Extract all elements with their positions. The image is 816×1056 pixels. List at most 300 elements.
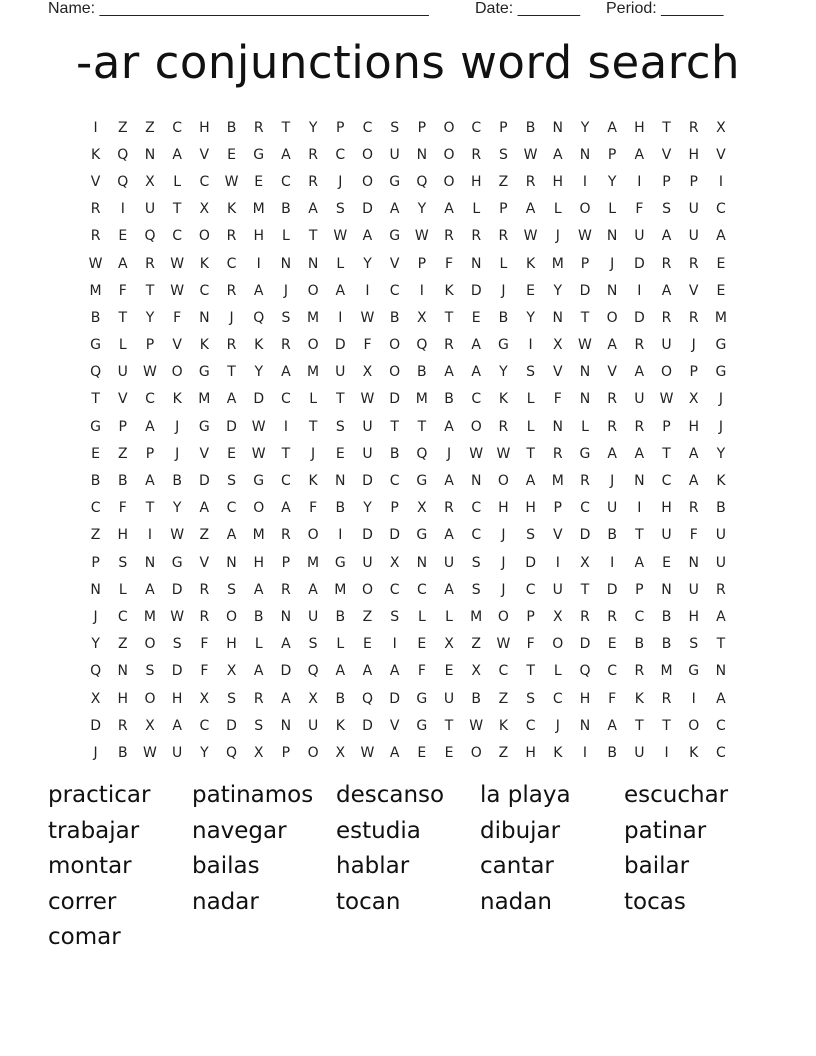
grid-letter: F: [200, 663, 209, 680]
grid-letter: H: [525, 500, 536, 517]
grid-letter: W: [659, 391, 674, 408]
grid-letter: A: [362, 228, 373, 245]
grid-letter: R: [498, 228, 509, 245]
grid-letter: C: [716, 717, 726, 734]
grid-letter: A: [226, 391, 237, 408]
grid-letter: X: [253, 744, 264, 761]
grid-letter: A: [281, 146, 291, 163]
grid-letter: F: [608, 690, 617, 707]
grid-letter: W: [469, 445, 484, 462]
grid-letter: Z: [471, 636, 482, 653]
grid-letter: I: [610, 554, 615, 571]
grid-letter: W: [469, 717, 484, 734]
grid-letter: M: [198, 391, 211, 408]
grid-letter: Y: [363, 255, 372, 272]
grid-letter: J: [175, 445, 180, 462]
grid-letter: L: [553, 663, 562, 680]
grid-letter: A: [335, 282, 346, 299]
grid-letter: H: [199, 119, 210, 136]
grid-letter: S: [281, 309, 291, 326]
grid-letter: H: [117, 527, 129, 544]
grid-letter: A: [444, 581, 454, 598]
grid-letter: G: [389, 173, 401, 190]
grid-letter: V: [688, 282, 699, 299]
grid-letter: I: [637, 173, 642, 190]
grid-letter: Y: [607, 173, 617, 190]
grid-letter: C: [281, 173, 291, 190]
grid-letter: Z: [117, 636, 128, 653]
grid-letter: U: [362, 445, 373, 462]
grid-letter: O: [443, 146, 455, 163]
grid-letter: P: [526, 608, 535, 625]
grid-letter: B: [607, 527, 617, 544]
grid-letter: A: [145, 473, 155, 490]
grid-letter: R: [444, 500, 454, 517]
grid-letter: O: [389, 337, 401, 354]
grid-letter: T: [118, 309, 128, 326]
grid-letter: U: [307, 717, 319, 734]
grid-letter: T: [172, 201, 182, 218]
grid-letter: J: [501, 527, 506, 544]
grid-letter: N: [579, 364, 591, 381]
grid-letter: U: [362, 554, 373, 571]
grid-letter: N: [144, 554, 156, 571]
grid-letter: W: [360, 309, 375, 326]
grid-letter: U: [389, 146, 400, 163]
grid-letter: R: [634, 418, 645, 435]
grid-letter: T: [526, 445, 535, 462]
grid-letter: X: [199, 690, 210, 707]
grid-letter: W: [333, 228, 348, 245]
grid-letter: X: [145, 717, 155, 734]
grid-letter: A: [145, 581, 155, 598]
grid-letter: P: [689, 364, 698, 381]
grid-letter: O: [307, 282, 319, 299]
grid-letter: E: [363, 636, 372, 653]
grid-letter: S: [227, 473, 236, 490]
grid-letter: T: [444, 717, 454, 734]
grid-letter: E: [417, 744, 427, 761]
grid-letter: N: [416, 554, 428, 571]
grid-letter: X: [688, 391, 699, 408]
grid-letter: S: [471, 554, 481, 571]
grid-letter: R: [281, 581, 291, 598]
grid-letter: O: [470, 744, 482, 761]
grid-letter: R: [498, 418, 509, 435]
grid-letter: T: [716, 636, 726, 653]
grid-letter: D: [362, 201, 373, 218]
grid-letter: U: [607, 500, 618, 517]
grid-letter: L: [445, 608, 453, 625]
grid-letter: X: [362, 364, 373, 381]
grid-letter: P: [689, 173, 698, 190]
grid-letter: M: [415, 391, 428, 408]
grid-letter: X: [145, 173, 155, 190]
grid-letter: K: [335, 717, 345, 734]
grid-letter: T: [580, 581, 590, 598]
word-list-item: dibujar: [480, 817, 561, 844]
grid-letter: C: [471, 527, 482, 544]
grid-letter: R: [716, 581, 726, 598]
grid-letter: V: [199, 554, 210, 571]
grid-letter: I: [120, 201, 125, 218]
name-field-label: Name: _____________________________________: [48, 0, 429, 17]
grid-letter: R: [199, 608, 210, 625]
grid-letter: M: [714, 309, 727, 326]
grid-letter: C: [634, 608, 645, 625]
grid-letter: Y: [363, 500, 372, 517]
grid-letter: H: [253, 228, 264, 245]
grid-letter: A: [253, 663, 264, 680]
grid-letter: Z: [362, 608, 373, 625]
grid-letter: G: [416, 473, 428, 490]
grid-letter: B: [389, 445, 400, 462]
grid-letter: A: [634, 554, 645, 571]
grid-letter: O: [497, 473, 509, 490]
grid-letter: I: [365, 282, 370, 299]
grid-letter: C: [281, 473, 291, 490]
grid-letter: Z: [145, 119, 155, 136]
grid-letter: D: [579, 636, 591, 653]
grid-letter: K: [444, 282, 454, 299]
grid-letter: C: [389, 581, 400, 598]
grid-letter: N: [579, 717, 591, 734]
grid-letter: B: [335, 500, 346, 517]
grid-letter: T: [281, 119, 291, 136]
grid-letter: A: [362, 663, 373, 680]
word-list-item: hablar: [336, 853, 410, 880]
grid-letter: H: [634, 119, 645, 136]
grid-letter: C: [145, 391, 155, 408]
grid-letter: T: [390, 418, 399, 435]
grid-letter: Y: [308, 119, 318, 136]
grid-letter: O: [171, 364, 183, 381]
grid-letter: A: [281, 690, 291, 707]
grid-letter: H: [525, 744, 536, 761]
grid-letter: U: [688, 581, 699, 598]
grid-letter: M: [307, 309, 320, 326]
grid-letter: A: [444, 364, 454, 381]
grid-letter: J: [283, 282, 288, 299]
grid-letter: C: [716, 201, 726, 218]
grid-letter: A: [444, 527, 454, 544]
grid-letter: V: [90, 173, 101, 190]
grid-letter: L: [309, 391, 317, 408]
grid-letter: P: [499, 119, 508, 136]
grid-letter: N: [280, 255, 292, 272]
grid-letter: A: [444, 201, 454, 218]
grid-letter: C: [335, 146, 346, 163]
grid-letter: O: [661, 364, 673, 381]
grid-letter: J: [229, 309, 234, 326]
grid-letter: P: [91, 554, 100, 571]
grid-letter: K: [199, 337, 209, 354]
grid-letter: B: [607, 744, 617, 761]
grid-letter: L: [553, 201, 562, 218]
grid-letter: N: [90, 581, 101, 598]
grid-letter: F: [118, 500, 127, 517]
grid-letter: J: [501, 554, 506, 571]
grid-letter: Y: [200, 744, 209, 761]
grid-letter: T: [662, 445, 671, 462]
grid-letter: B: [335, 608, 346, 625]
grid-letter: A: [471, 364, 481, 381]
grid-letter: R: [525, 173, 536, 190]
grid-letter: V: [172, 337, 182, 354]
grid-letter: Y: [499, 364, 508, 381]
grid-letter: O: [470, 418, 482, 435]
grid-letter: M: [551, 255, 564, 272]
grid-letter: R: [634, 663, 645, 680]
grid-letter: D: [389, 527, 401, 544]
grid-letter: A: [716, 690, 726, 707]
word-list-item: bailas: [192, 853, 260, 880]
grid-letter: G: [90, 337, 102, 354]
grid-letter: U: [552, 581, 563, 598]
grid-letter: S: [335, 201, 345, 218]
grid-letter: B: [661, 636, 672, 653]
grid-letter: P: [281, 744, 291, 761]
grid-letter: R: [471, 228, 482, 245]
grid-letter: I: [637, 500, 642, 517]
grid-letter: O: [552, 636, 564, 653]
grid-letter: X: [308, 690, 318, 707]
grid-letter: A: [145, 418, 155, 435]
grid-letter: T: [662, 119, 671, 136]
grid-letter: U: [634, 391, 645, 408]
grid-letter: K: [634, 690, 644, 707]
grid-letter: G: [171, 554, 183, 571]
grid-letter: M: [89, 282, 102, 299]
grid-letter: B: [117, 744, 128, 761]
grid-letter: S: [335, 418, 345, 435]
grid-letter: Z: [117, 119, 128, 136]
grid-letter: G: [688, 663, 700, 680]
grid-letter: X: [389, 554, 400, 571]
grid-letter: G: [715, 364, 727, 381]
grid-letter: J: [718, 391, 723, 408]
grid-letter: A: [281, 500, 291, 517]
word-list-item: tocas: [624, 888, 686, 915]
grid-letter: K: [689, 744, 699, 761]
grid-letter: L: [173, 173, 182, 190]
word-list-item: cantar: [480, 853, 554, 880]
grid-letter: C: [199, 282, 210, 299]
grid-letter: U: [443, 690, 455, 707]
grid-letter: J: [311, 445, 316, 462]
grid-letter: W: [578, 337, 592, 354]
grid-letter: G: [389, 228, 401, 245]
grid-letter: D: [253, 391, 265, 408]
grid-letter: Q: [90, 364, 102, 381]
grid-letter: E: [335, 445, 345, 462]
grid-letter: F: [526, 636, 535, 653]
grid-letter: A: [607, 717, 617, 734]
grid-letter: Q: [416, 337, 428, 354]
grid-letter: U: [335, 364, 346, 381]
grid-letter: W: [170, 527, 185, 544]
grid-letter: T: [308, 418, 318, 435]
grid-letter: W: [414, 228, 429, 245]
word-search-grid: [82, 114, 735, 767]
word-list-item: la playa: [480, 782, 571, 808]
grid-letter: D: [362, 527, 373, 544]
grid-letter: M: [470, 608, 483, 625]
grid-letter: B: [281, 201, 291, 218]
grid-letter: A: [444, 473, 454, 490]
grid-letter: T: [145, 500, 155, 517]
grid-letter: I: [93, 119, 98, 136]
grid-letter: G: [416, 690, 428, 707]
grid-letter: D: [362, 717, 373, 734]
grid-letter: K: [172, 391, 182, 408]
grid-letter: J: [555, 228, 560, 245]
grid-letter: J: [610, 255, 615, 272]
grid-letter: P: [145, 445, 155, 462]
grid-letter: G: [253, 473, 265, 490]
grid-letter: C: [416, 581, 427, 598]
grid-letter: D: [362, 473, 373, 490]
grid-letter: O: [307, 744, 319, 761]
grid-letter: A: [607, 445, 617, 462]
grid-letter: O: [443, 173, 455, 190]
grid-letter: R: [199, 581, 210, 598]
grid-letter: U: [307, 608, 319, 625]
grid-letter: K: [526, 255, 536, 272]
grid-letter: X: [552, 608, 563, 625]
grid-letter: J: [338, 173, 343, 190]
grid-letter: I: [392, 636, 397, 653]
grid-letter: P: [118, 418, 127, 435]
word-list-item: patinar: [624, 817, 707, 844]
grid-letter: C: [525, 581, 536, 598]
grid-letter: P: [145, 337, 155, 354]
grid-letter: A: [525, 473, 536, 490]
grid-letter: H: [171, 690, 183, 707]
grid-letter: M: [551, 473, 564, 490]
grid-letter: X: [417, 309, 427, 326]
grid-letter: X: [552, 337, 563, 354]
grid-letter: K: [91, 146, 101, 163]
grid-letter: O: [361, 173, 373, 190]
grid-letter: G: [253, 146, 265, 163]
grid-letter: R: [634, 337, 645, 354]
grid-letter: A: [172, 146, 182, 163]
grid-letter: N: [470, 473, 482, 490]
grid-letter: P: [417, 255, 427, 272]
grid-letter: Z: [117, 445, 128, 462]
grid-letter: N: [606, 282, 618, 299]
grid-letter: T: [336, 391, 345, 408]
grid-letter: A: [716, 608, 726, 625]
grid-letter: Y: [172, 500, 182, 517]
grid-letter: N: [144, 146, 156, 163]
grid-letter: R: [607, 391, 618, 408]
grid-letter: L: [417, 608, 426, 625]
grid-letter: K: [226, 201, 237, 218]
grid-letter: Z: [199, 527, 210, 544]
grid-letter: R: [90, 228, 101, 245]
grid-letter: N: [606, 228, 618, 245]
grid-letter: L: [118, 581, 127, 598]
grid-letter: W: [251, 418, 266, 435]
grid-letter: C: [661, 473, 672, 490]
grid-letter: O: [443, 119, 455, 136]
grid-letter: A: [634, 364, 645, 381]
grid-letter: C: [389, 282, 400, 299]
grid-letter: Q: [117, 146, 129, 163]
grid-letter: I: [283, 418, 288, 435]
grid-letter: I: [256, 255, 261, 272]
grid-letter: B: [172, 473, 182, 490]
grid-letter: I: [338, 309, 343, 326]
grid-letter: O: [307, 337, 319, 354]
grid-letter: N: [416, 146, 428, 163]
word-list-item: correr: [48, 888, 117, 915]
grid-letter: J: [718, 418, 723, 435]
grid-letter: X: [335, 744, 346, 761]
grid-letter: J: [175, 418, 180, 435]
grid-letter: L: [499, 255, 508, 272]
grid-letter: S: [227, 690, 236, 707]
grid-letter: P: [499, 201, 508, 218]
grid-letter: Q: [307, 663, 319, 680]
grid-letter: R: [688, 119, 699, 136]
grid-letter: A: [226, 527, 237, 544]
grid-letter: N: [552, 418, 564, 435]
grid-letter: A: [525, 201, 536, 218]
grid-letter: R: [661, 690, 672, 707]
grid-letter: M: [143, 608, 157, 625]
grid-letter: F: [689, 527, 698, 544]
grid-letter: P: [607, 146, 617, 163]
grid-letter: D: [389, 391, 401, 408]
grid-letter: I: [419, 282, 424, 299]
grid-letter: J: [610, 473, 615, 490]
grid-letter: C: [580, 500, 590, 517]
grid-letter: L: [608, 201, 617, 218]
grid-letter: H: [688, 418, 699, 435]
grid-letter: B: [417, 364, 427, 381]
word-list-item: nadan: [480, 888, 552, 915]
grid-letter: A: [335, 663, 346, 680]
grid-letter: O: [606, 309, 618, 326]
grid-letter: W: [523, 146, 538, 163]
grid-letter: I: [147, 527, 153, 544]
grid-letter: I: [582, 173, 588, 190]
grid-letter: E: [444, 744, 454, 761]
grid-letter: I: [582, 744, 588, 761]
grid-letter: X: [90, 690, 101, 707]
word-list: [48, 778, 768, 956]
grid-letter: N: [552, 309, 564, 326]
grid-letter: G: [715, 337, 727, 354]
grid-letter: T: [308, 228, 318, 245]
grid-letter: N: [661, 581, 672, 598]
grid-letter: S: [526, 690, 536, 707]
grid-letter: W: [170, 608, 185, 625]
grid-letter: C: [117, 608, 128, 625]
grid-letter: A: [607, 337, 617, 354]
grid-letter: U: [634, 744, 645, 761]
grid-letter: S: [390, 119, 400, 136]
grid-letter: R: [226, 337, 237, 354]
grid-letter: L: [336, 636, 345, 653]
grid-letter: P: [580, 255, 590, 272]
grid-letter: A: [253, 282, 264, 299]
grid-letter: I: [555, 554, 560, 571]
grid-letter: E: [91, 445, 101, 462]
